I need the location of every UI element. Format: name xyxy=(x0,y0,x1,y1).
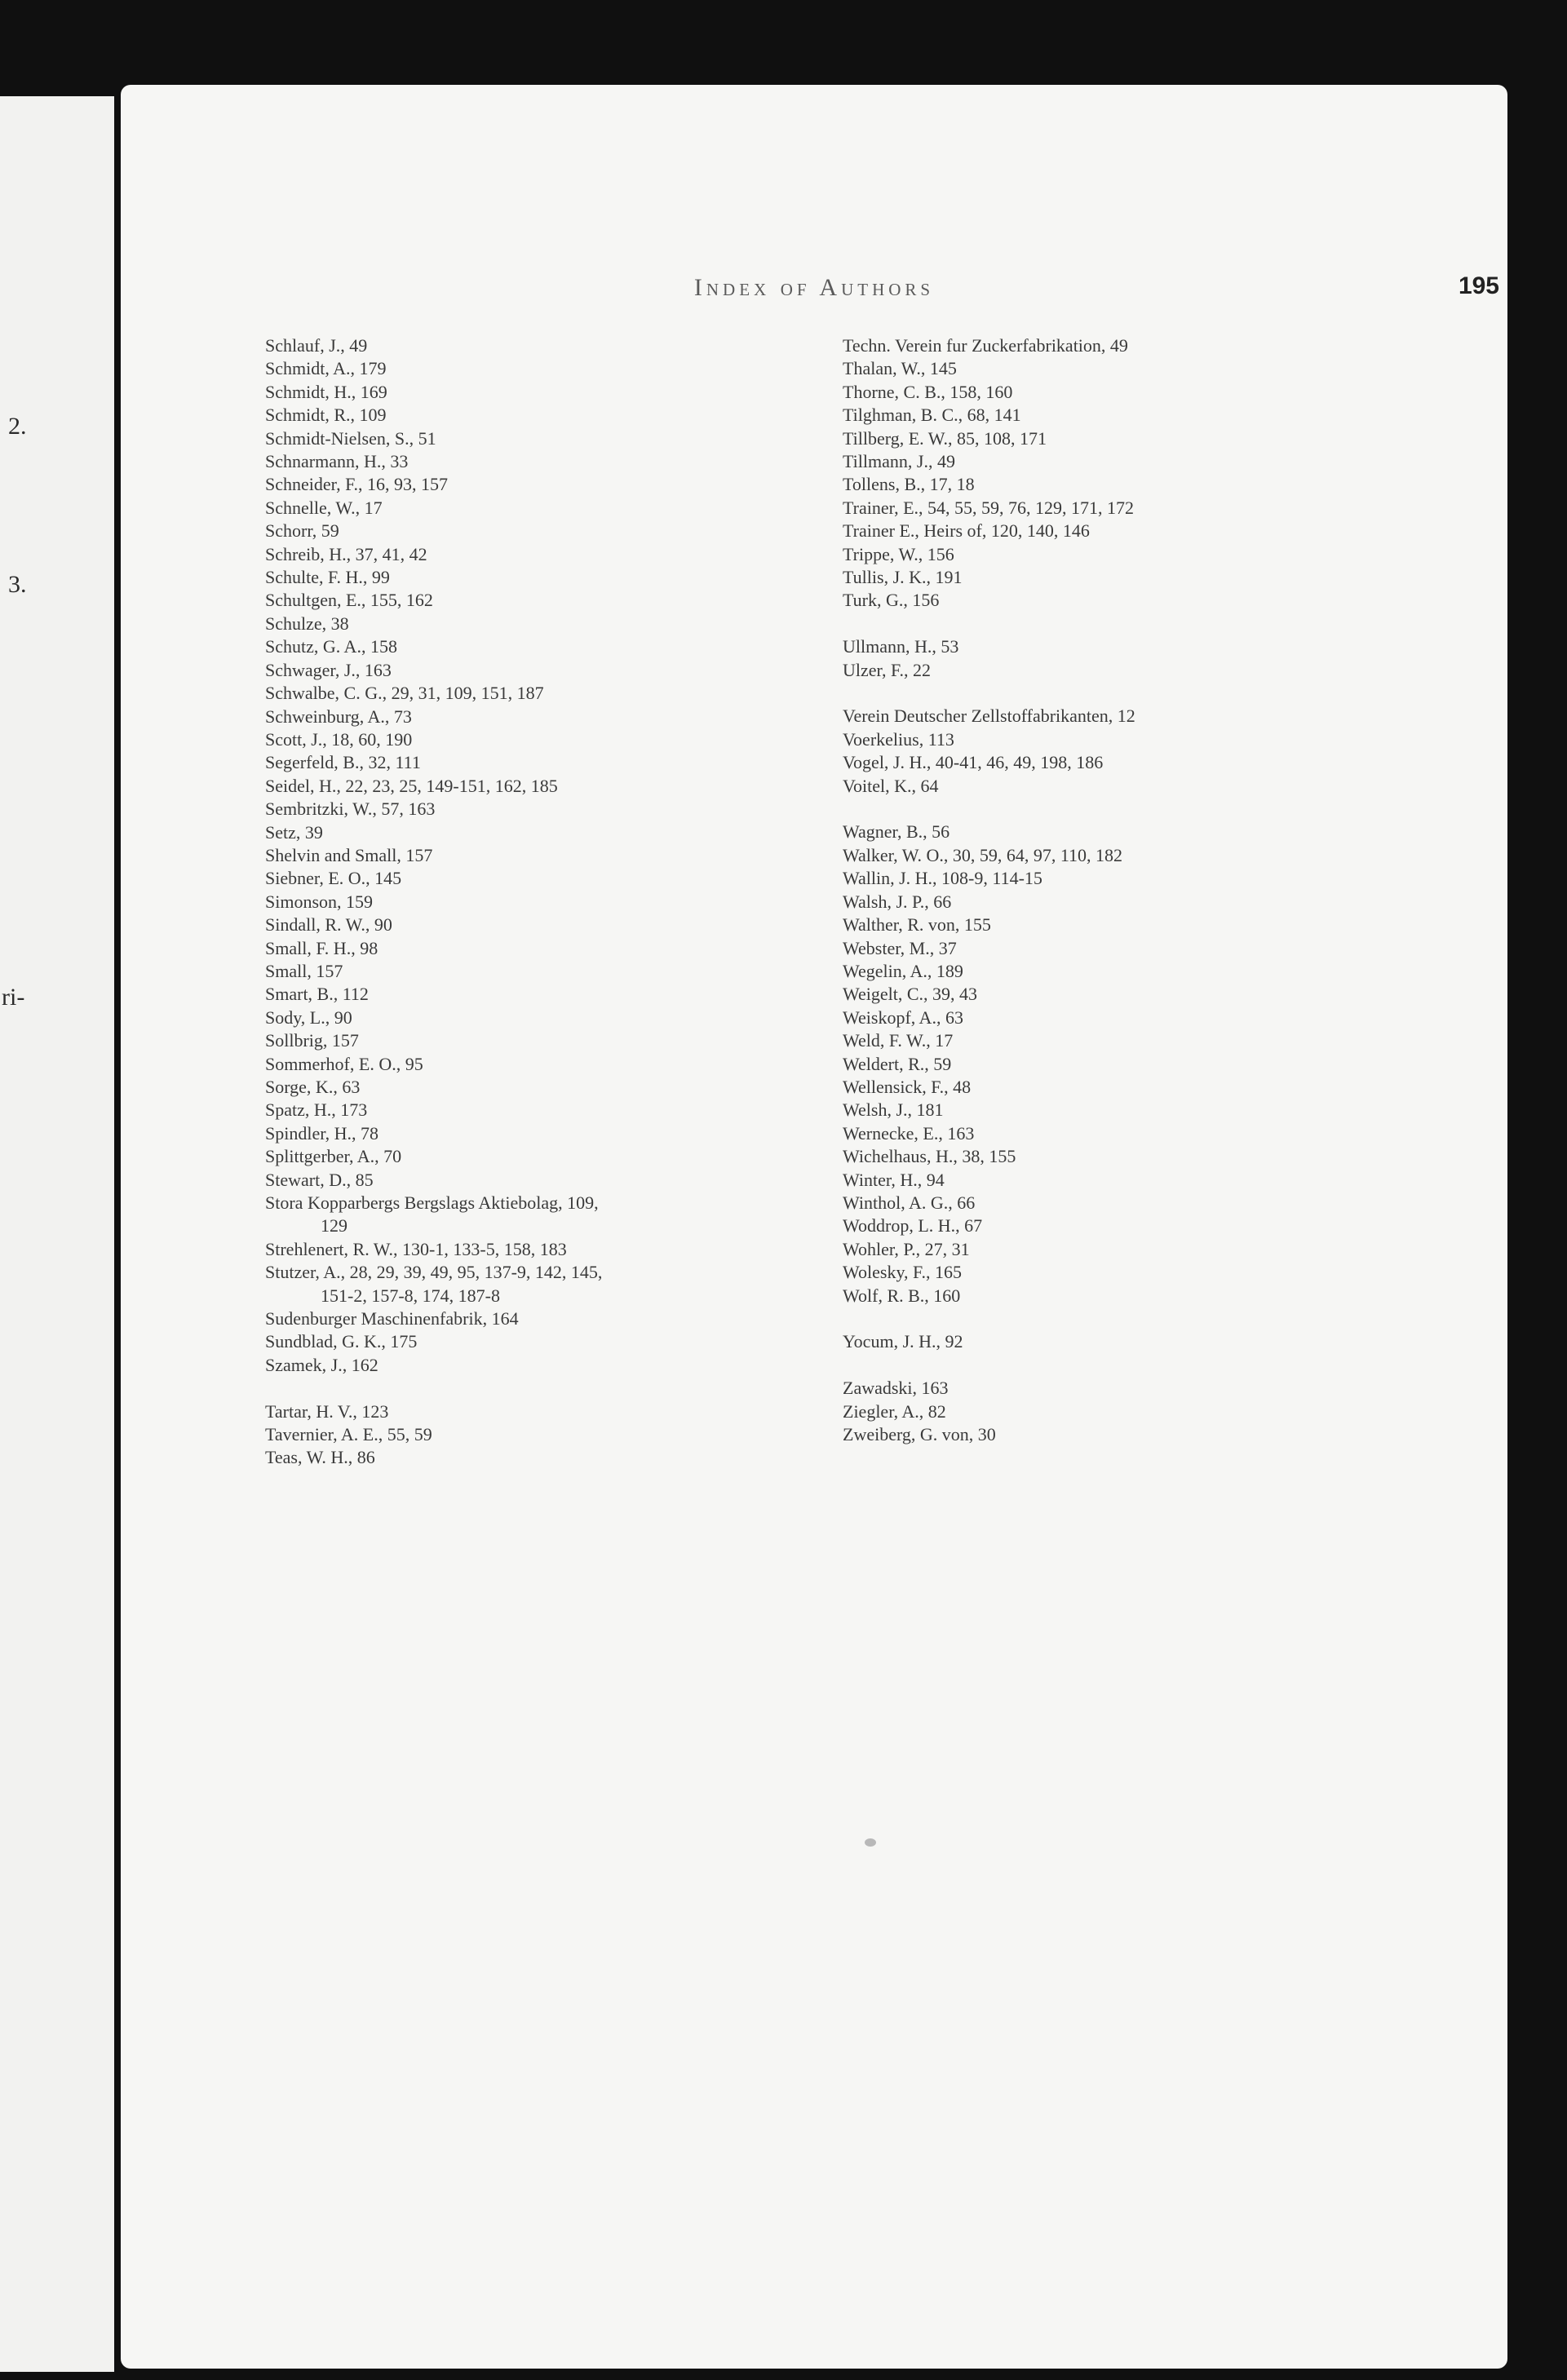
index-entry: Seidel, H., 22, 23, 25, 149-151, 162, 185 xyxy=(265,775,558,796)
index-entry: Schreib, H., 37, 41, 42 xyxy=(265,543,427,564)
index-entry: Spatz, H., 173 xyxy=(265,1099,368,1121)
index-column-right xyxy=(843,334,1512,1446)
left-page-fragment: ri- xyxy=(2,984,25,1011)
index-entry: Ulzer, F., 22 xyxy=(843,659,931,680)
index-entry: Weldert, R., 59 xyxy=(843,1053,952,1074)
index-entry: Welsh, J., 181 xyxy=(843,1099,944,1121)
index-entry: Webster, M., 37 xyxy=(843,937,957,958)
index-entry: Szamek, J., 162 xyxy=(265,1354,378,1375)
index-entry: Shelvin and Small, 157 xyxy=(265,844,433,865)
index-entry: Setz, 39 xyxy=(265,821,323,843)
index-entry: Schmidt, A., 179 xyxy=(265,358,387,379)
index-entry: Zawadski, 163 xyxy=(843,1378,949,1399)
index-entry: Ziegler, A., 82 xyxy=(843,1400,946,1422)
index-entry: Schulte, F. H., 99 xyxy=(265,567,390,588)
index-entry: Sollbrig, 157 xyxy=(265,1030,359,1051)
index-entry: Tavernier, A. E., 55, 59 xyxy=(265,1424,432,1445)
index-entry: Siebner, E. O., 145 xyxy=(265,868,402,889)
running-title: Index of Authors xyxy=(693,274,935,301)
index-entry: Sudenburger Maschinenfabrik, 164 xyxy=(265,1308,519,1329)
index-entry: Wichelhaus, H., 38, 155 xyxy=(843,1146,1016,1167)
index-entry: Woddrop, L. H., 67 xyxy=(843,1215,983,1236)
index-entry: Weld, F. W., 17 xyxy=(843,1030,954,1051)
index-entry: Splittgerber, A., 70 xyxy=(265,1146,402,1167)
index-entry: Schorr, 59 xyxy=(265,520,339,542)
index-entry: Sindall, R. W., 90 xyxy=(265,914,392,936)
index-entry-continuation: 129 xyxy=(321,1215,347,1236)
section-gap xyxy=(843,1307,1512,1330)
index-entry: Trainer E., Heirs of, 120, 140, 146 xyxy=(843,520,1090,542)
index-entry: Schutz, G. A., 158 xyxy=(265,636,397,657)
index-entry: Schnelle, W., 17 xyxy=(265,497,383,518)
index-entry: Schulze, 38 xyxy=(265,613,349,634)
index-entry: Voerkelius, 113 xyxy=(843,728,954,750)
index-entry: Thorne, C. B., 158, 160 xyxy=(843,381,1013,402)
index-entry: Schmidt-Nielsen, S., 51 xyxy=(265,427,436,449)
index-entry: Walsh, J. P., 66 xyxy=(843,891,952,912)
page-number: 195 xyxy=(1458,272,1499,299)
paper-smudge xyxy=(865,1838,876,1847)
index-entry: Voitel, K., 64 xyxy=(843,775,939,796)
section-gap xyxy=(843,613,1512,635)
index-page xyxy=(121,85,1507,2369)
index-entry: Tartar, H. V., 123 xyxy=(265,1400,389,1422)
index-entry: Tollens, B., 17, 18 xyxy=(843,474,975,495)
index-entry: Stutzer, A., 28, 29, 39, 49, 95, 137-9, 142, 145, xyxy=(265,1262,603,1283)
index-entry: Schlauf, J., 49 xyxy=(265,335,368,356)
index-entry: Wagner, B., 56 xyxy=(843,821,950,843)
index-entry: Thalan, W., 145 xyxy=(843,358,957,379)
index-entry: Trippe, W., 156 xyxy=(843,543,954,564)
index-entry: Weiskopf, A., 63 xyxy=(843,1006,963,1028)
index-entry: Sundblad, G. K., 175 xyxy=(265,1331,418,1352)
index-entry: Stora Kopparbergs Bergslags Aktiebolag, 109, xyxy=(265,1192,599,1214)
index-entry: Spindler, H., 78 xyxy=(265,1122,379,1144)
index-entry: Sembritzki, W., 57, 163 xyxy=(265,798,436,820)
index-entry: Schmidt, H., 169 xyxy=(265,381,387,402)
section-gap xyxy=(843,682,1512,705)
index-entry: Tullis, J. K., 191 xyxy=(843,567,963,588)
index-entry: Verein Deutscher Zellstoffabrikanten, 12 xyxy=(843,706,1135,727)
section-gap xyxy=(843,798,1512,821)
index-entry: Tillmann, J., 49 xyxy=(843,451,955,472)
left-page-fragment: 3. xyxy=(8,571,27,598)
index-entry: Sommerhof, E. O., 95 xyxy=(265,1053,423,1074)
index-entry: Tillberg, E. W., 85, 108, 171 xyxy=(843,427,1047,449)
index-entry: Vogel, J. H., 40-41, 46, 49, 198, 186 xyxy=(843,752,1104,773)
left-page-fragment: 2. xyxy=(8,413,27,440)
index-entry: Wellensick, F., 48 xyxy=(843,1076,972,1097)
index-entry: Schmidt, R., 109 xyxy=(265,405,387,426)
index-entry: Winthol, A. G., 66 xyxy=(843,1192,976,1213)
index-entry: Simonson, 159 xyxy=(265,891,374,912)
index-entry: Winter, H., 94 xyxy=(843,1169,945,1190)
index-entry: Sorge, K., 63 xyxy=(265,1077,361,1097)
index-entry: Wegelin, A., 189 xyxy=(843,960,963,981)
index-entry: Wernecke, E., 163 xyxy=(843,1122,975,1144)
left-page-edge xyxy=(0,96,114,2372)
index-entry: Techn. Verein fur Zuckerfabrikation, 49 xyxy=(843,335,1128,356)
index-entry: Segerfeld, B., 32, 111 xyxy=(265,752,421,773)
index-entry: Wolf, R. B., 160 xyxy=(843,1285,961,1306)
index-entry: Schweinburg, A., 73 xyxy=(265,706,412,727)
index-entry: Small, 157 xyxy=(265,960,343,981)
index-entry: Schnarmann, H., 33 xyxy=(265,451,409,472)
index-entry: Smart, B., 112 xyxy=(265,984,369,1005)
index-entry: Schneider, F., 16, 93, 157 xyxy=(265,474,449,495)
index-entry: Scott, J., 18, 60, 190 xyxy=(265,728,413,750)
index-entry: Schwalbe, C. G., 29, 31, 109, 151, 187 xyxy=(265,683,544,704)
index-entry: Walker, W. O., 30, 59, 64, 97, 110, 182 xyxy=(843,844,1123,865)
index-entry: Weigelt, C., 39, 43 xyxy=(843,984,978,1005)
index-entry: Ullmann, H., 53 xyxy=(843,636,959,657)
index-entry: Yocum, J. H., 92 xyxy=(843,1331,963,1352)
index-entry: Teas, W. H., 86 xyxy=(265,1447,375,1468)
index-entry: Wohler, P., 27, 31 xyxy=(843,1238,970,1259)
index-entry: Schultgen, E., 155, 162 xyxy=(265,590,433,611)
index-entry: Zweiberg, G. von, 30 xyxy=(843,1424,996,1445)
index-entry: Tilghman, B. C., 68, 141 xyxy=(843,405,1021,426)
index-entry: Stewart, D., 85 xyxy=(265,1169,374,1190)
index-entry-continuation: 151-2, 157-8, 174, 187-8 xyxy=(321,1285,500,1306)
index-entry: Small, F. H., 98 xyxy=(265,937,378,958)
index-entry: Walther, R. von, 155 xyxy=(843,914,991,936)
index-entry: Schwager, J., 163 xyxy=(265,659,392,680)
index-entry: Wolesky, F., 165 xyxy=(843,1262,962,1283)
index-entry: Trainer, E., 54, 55, 59, 76, 129, 171, 172 xyxy=(843,497,1135,518)
index-entry: Turk, G., 156 xyxy=(843,590,940,611)
index-entry: Wallin, J. H., 108-9, 114-15 xyxy=(843,868,1042,889)
index-entry: Strehlenert, R. W., 130-1, 133-5, 158, 183 xyxy=(265,1238,567,1259)
section-gap xyxy=(843,1354,1512,1377)
index-entry: Sody, L., 90 xyxy=(265,1006,352,1028)
